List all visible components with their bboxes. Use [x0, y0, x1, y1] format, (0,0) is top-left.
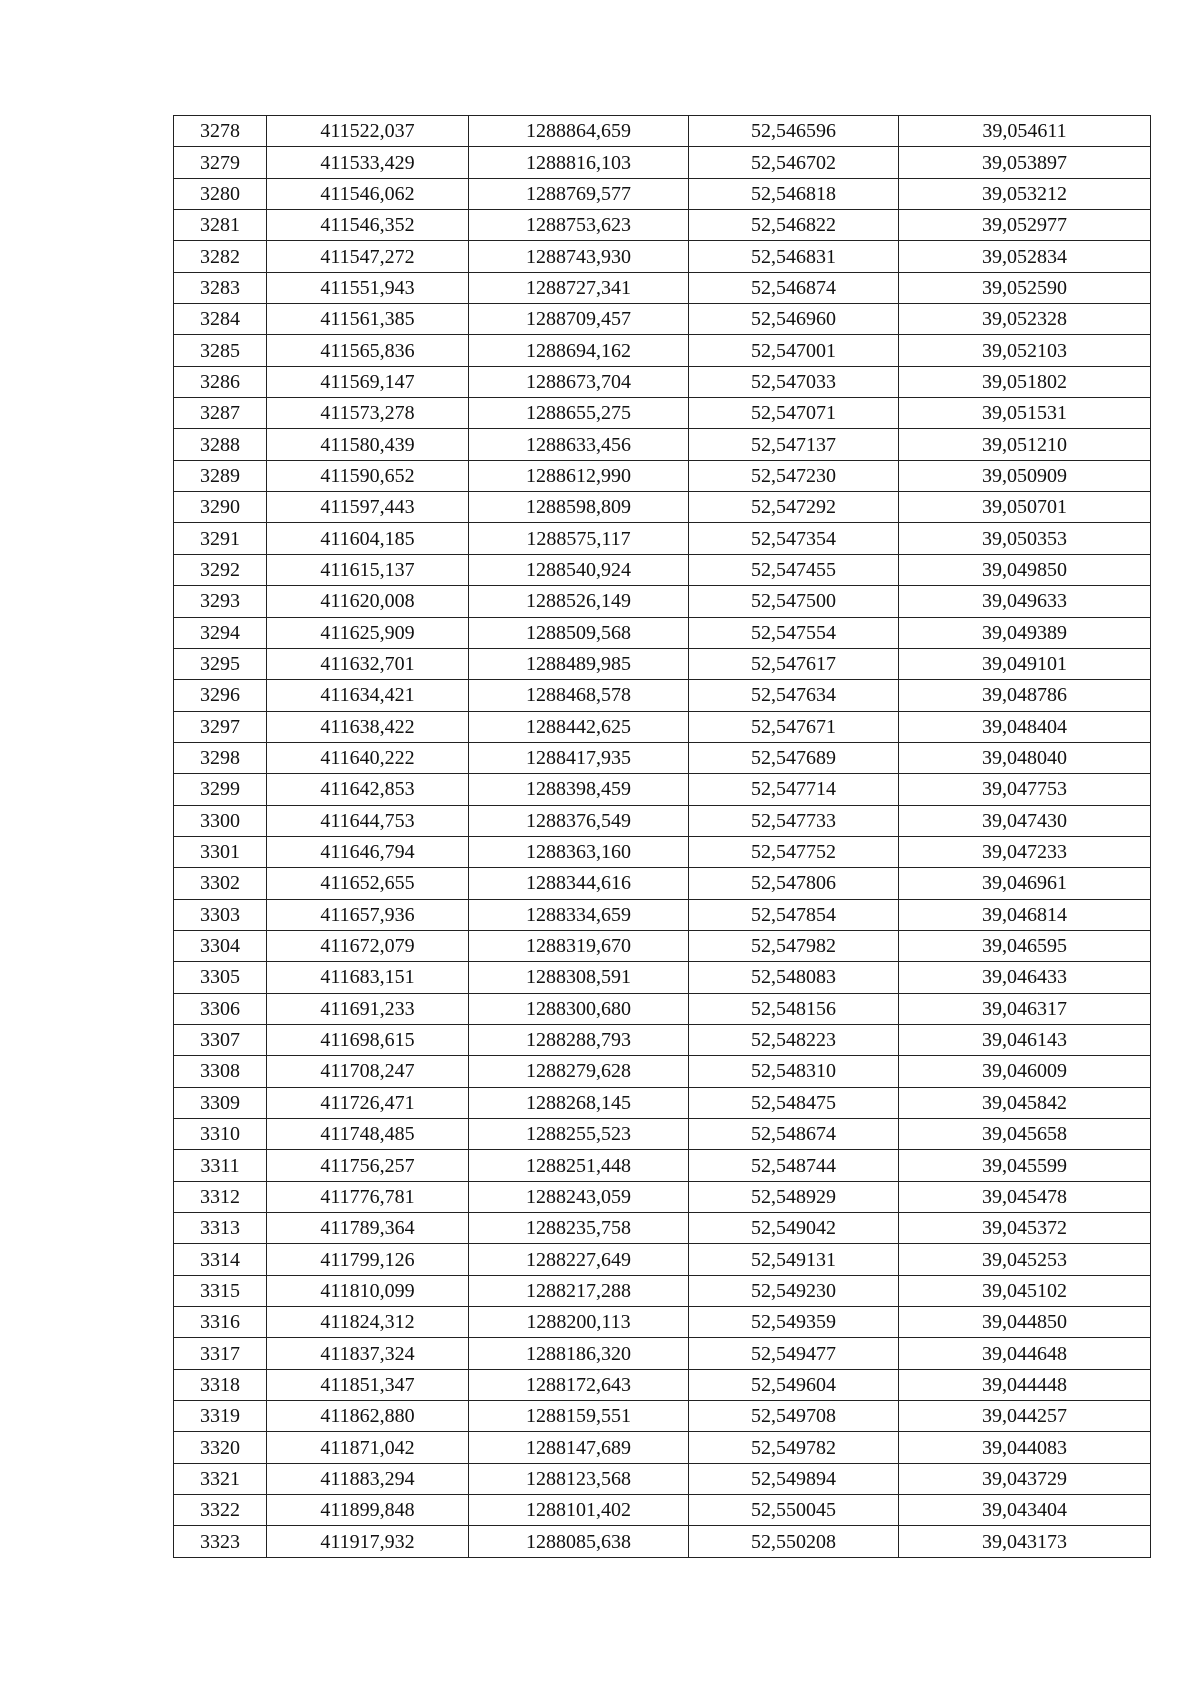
- x-coordinate-cell: 411590,652: [267, 460, 469, 491]
- x-coordinate-cell: 411810,099: [267, 1275, 469, 1306]
- y-coordinate-cell: 1288468,578: [469, 680, 689, 711]
- table-row: [174, 962, 1151, 993]
- x-coordinate-cell: 411691,233: [267, 993, 469, 1024]
- y-coordinate-cell: 1288319,670: [469, 930, 689, 961]
- latitude-cell: 52,547554: [689, 617, 899, 648]
- latitude-cell: 52,549359: [689, 1307, 899, 1338]
- longitude-cell: 39,048040: [899, 742, 1151, 773]
- y-coordinate-cell: 1288655,275: [469, 398, 689, 429]
- table-row: [174, 241, 1151, 272]
- table-row: [174, 304, 1151, 335]
- x-coordinate-cell: 411789,364: [267, 1213, 469, 1244]
- y-coordinate-cell: 1288743,930: [469, 241, 689, 272]
- point-number-cell: 3291: [174, 523, 267, 554]
- longitude-cell: 39,049633: [899, 586, 1151, 617]
- x-coordinate-cell: 411652,655: [267, 868, 469, 899]
- y-coordinate-cell: 1288753,623: [469, 210, 689, 241]
- longitude-cell: 39,045599: [899, 1150, 1151, 1181]
- latitude-cell: 52,547854: [689, 899, 899, 930]
- longitude-cell: 39,052834: [899, 241, 1151, 272]
- x-coordinate-cell: 411634,421: [267, 680, 469, 711]
- point-number-cell: 3315: [174, 1275, 267, 1306]
- longitude-cell: 39,045658: [899, 1119, 1151, 1150]
- latitude-cell: 52,547071: [689, 398, 899, 429]
- longitude-cell: 39,054611: [899, 116, 1151, 147]
- latitude-cell: 52,548475: [689, 1087, 899, 1118]
- longitude-cell: 39,050701: [899, 492, 1151, 523]
- point-number-cell: 3296: [174, 680, 267, 711]
- longitude-cell: 39,046961: [899, 868, 1151, 899]
- x-coordinate-cell: 411522,037: [267, 116, 469, 147]
- x-coordinate-cell: 411625,909: [267, 617, 469, 648]
- longitude-cell: 39,051802: [899, 366, 1151, 397]
- longitude-cell: 39,046433: [899, 962, 1151, 993]
- y-coordinate-cell: 1288694,162: [469, 335, 689, 366]
- point-number-cell: 3287: [174, 398, 267, 429]
- table-row: [174, 554, 1151, 585]
- x-coordinate-cell: 411776,781: [267, 1181, 469, 1212]
- y-coordinate-cell: 1288308,591: [469, 962, 689, 993]
- table-row: [174, 993, 1151, 1024]
- x-coordinate-cell: 411799,126: [267, 1244, 469, 1275]
- x-coordinate-cell: 411672,079: [267, 930, 469, 961]
- table-row: [174, 617, 1151, 648]
- latitude-cell: 52,547806: [689, 868, 899, 899]
- table-row: [174, 1119, 1151, 1150]
- latitude-cell: 52,547733: [689, 805, 899, 836]
- table-row: [174, 366, 1151, 397]
- longitude-cell: 39,050909: [899, 460, 1151, 491]
- y-coordinate-cell: 1288279,628: [469, 1056, 689, 1087]
- latitude-cell: 52,549782: [689, 1432, 899, 1463]
- y-coordinate-cell: 1288255,523: [469, 1119, 689, 1150]
- latitude-cell: 52,549477: [689, 1338, 899, 1369]
- y-coordinate-cell: 1288540,924: [469, 554, 689, 585]
- longitude-cell: 39,053897: [899, 147, 1151, 178]
- x-coordinate-cell: 411597,443: [267, 492, 469, 523]
- x-coordinate-cell: 411604,185: [267, 523, 469, 554]
- point-number-cell: 3292: [174, 554, 267, 585]
- x-coordinate-cell: 411638,422: [267, 711, 469, 742]
- longitude-cell: 39,048404: [899, 711, 1151, 742]
- x-coordinate-cell: 411708,247: [267, 1056, 469, 1087]
- longitude-cell: 39,043173: [899, 1526, 1151, 1557]
- table-row: [174, 210, 1151, 241]
- table-row: [174, 836, 1151, 867]
- x-coordinate-cell: 411547,272: [267, 241, 469, 272]
- y-coordinate-cell: 1288526,149: [469, 586, 689, 617]
- x-coordinate-cell: 411551,943: [267, 272, 469, 303]
- point-number-cell: 3304: [174, 930, 267, 961]
- longitude-cell: 39,052328: [899, 304, 1151, 335]
- table-row: [174, 1463, 1151, 1494]
- y-coordinate-cell: 1288123,568: [469, 1463, 689, 1494]
- longitude-cell: 39,046814: [899, 899, 1151, 930]
- longitude-cell: 39,043404: [899, 1495, 1151, 1526]
- table-row: [174, 460, 1151, 491]
- x-coordinate-cell: 411657,936: [267, 899, 469, 930]
- y-coordinate-cell: 1288509,568: [469, 617, 689, 648]
- point-number-cell: 3316: [174, 1307, 267, 1338]
- longitude-cell: 39,044257: [899, 1401, 1151, 1432]
- latitude-cell: 52,547455: [689, 554, 899, 585]
- longitude-cell: 39,053212: [899, 178, 1151, 209]
- latitude-cell: 52,547292: [689, 492, 899, 523]
- longitude-cell: 39,047430: [899, 805, 1151, 836]
- x-coordinate-cell: 411917,932: [267, 1526, 469, 1557]
- table-row: [174, 398, 1151, 429]
- x-coordinate-cell: 411573,278: [267, 398, 469, 429]
- point-number-cell: 3322: [174, 1495, 267, 1526]
- y-coordinate-cell: 1288816,103: [469, 147, 689, 178]
- table-row: [174, 930, 1151, 961]
- latitude-cell: 52,548929: [689, 1181, 899, 1212]
- longitude-cell: 39,049101: [899, 648, 1151, 679]
- longitude-cell: 39,050353: [899, 523, 1151, 554]
- point-number-cell: 3288: [174, 429, 267, 460]
- y-coordinate-cell: 1288489,985: [469, 648, 689, 679]
- point-number-cell: 3299: [174, 774, 267, 805]
- point-number-cell: 3290: [174, 492, 267, 523]
- point-number-cell: 3280: [174, 178, 267, 209]
- latitude-cell: 52,546596: [689, 116, 899, 147]
- x-coordinate-cell: 411726,471: [267, 1087, 469, 1118]
- y-coordinate-cell: 1288709,457: [469, 304, 689, 335]
- y-coordinate-cell: 1288147,689: [469, 1432, 689, 1463]
- table-row: [174, 680, 1151, 711]
- longitude-cell: 39,049850: [899, 554, 1151, 585]
- table-row: [174, 742, 1151, 773]
- longitude-cell: 39,046143: [899, 1024, 1151, 1055]
- table-row: [174, 1369, 1151, 1400]
- table-row: [174, 1338, 1151, 1369]
- point-number-cell: 3310: [174, 1119, 267, 1150]
- x-coordinate-cell: 411683,151: [267, 962, 469, 993]
- x-coordinate-cell: 411851,347: [267, 1369, 469, 1400]
- latitude-cell: 52,550208: [689, 1526, 899, 1557]
- x-coordinate-cell: 411642,853: [267, 774, 469, 805]
- table-row: [174, 774, 1151, 805]
- latitude-cell: 52,548083: [689, 962, 899, 993]
- point-number-cell: 3293: [174, 586, 267, 617]
- latitude-cell: 52,546822: [689, 210, 899, 241]
- y-coordinate-cell: 1288598,809: [469, 492, 689, 523]
- longitude-cell: 39,052103: [899, 335, 1151, 366]
- longitude-cell: 39,047233: [899, 836, 1151, 867]
- latitude-cell: 52,546831: [689, 241, 899, 272]
- latitude-cell: 52,547752: [689, 836, 899, 867]
- y-coordinate-cell: 1288251,448: [469, 1150, 689, 1181]
- x-coordinate-cell: 411748,485: [267, 1119, 469, 1150]
- point-number-cell: 3309: [174, 1087, 267, 1118]
- x-coordinate-cell: 411580,439: [267, 429, 469, 460]
- x-coordinate-cell: 411862,880: [267, 1401, 469, 1432]
- longitude-cell: 39,047753: [899, 774, 1151, 805]
- y-coordinate-cell: 1288334,659: [469, 899, 689, 930]
- point-number-cell: 3308: [174, 1056, 267, 1087]
- latitude-cell: 52,547001: [689, 335, 899, 366]
- point-number-cell: 3294: [174, 617, 267, 648]
- latitude-cell: 52,546874: [689, 272, 899, 303]
- x-coordinate-cell: 411756,257: [267, 1150, 469, 1181]
- x-coordinate-cell: 411632,701: [267, 648, 469, 679]
- table-row: [174, 1495, 1151, 1526]
- point-number-cell: 3303: [174, 899, 267, 930]
- point-number-cell: 3283: [174, 272, 267, 303]
- latitude-cell: 52,549230: [689, 1275, 899, 1306]
- y-coordinate-cell: 1288268,145: [469, 1087, 689, 1118]
- table-row: [174, 492, 1151, 523]
- longitude-cell: 39,044083: [899, 1432, 1151, 1463]
- longitude-cell: 39,045372: [899, 1213, 1151, 1244]
- latitude-cell: 52,547230: [689, 460, 899, 491]
- point-number-cell: 3323: [174, 1526, 267, 1557]
- point-number-cell: 3286: [174, 366, 267, 397]
- y-coordinate-cell: 1288159,551: [469, 1401, 689, 1432]
- coordinates-table-body: [174, 116, 1151, 1558]
- y-coordinate-cell: 1288217,288: [469, 1275, 689, 1306]
- y-coordinate-cell: 1288727,341: [469, 272, 689, 303]
- latitude-cell: 52,548674: [689, 1119, 899, 1150]
- point-number-cell: 3284: [174, 304, 267, 335]
- y-coordinate-cell: 1288300,680: [469, 993, 689, 1024]
- x-coordinate-cell: 411837,324: [267, 1338, 469, 1369]
- table-row: [174, 1056, 1151, 1087]
- longitude-cell: 39,044448: [899, 1369, 1151, 1400]
- y-coordinate-cell: 1288344,616: [469, 868, 689, 899]
- latitude-cell: 52,549042: [689, 1213, 899, 1244]
- latitude-cell: 52,548223: [689, 1024, 899, 1055]
- latitude-cell: 52,548156: [689, 993, 899, 1024]
- table-row: [174, 1244, 1151, 1275]
- latitude-cell: 52,546818: [689, 178, 899, 209]
- point-number-cell: 3295: [174, 648, 267, 679]
- latitude-cell: 52,547689: [689, 742, 899, 773]
- table-row: [174, 335, 1151, 366]
- latitude-cell: 52,549894: [689, 1463, 899, 1494]
- point-number-cell: 3302: [174, 868, 267, 899]
- latitude-cell: 52,547714: [689, 774, 899, 805]
- point-number-cell: 3298: [174, 742, 267, 773]
- point-number-cell: 3314: [174, 1244, 267, 1275]
- point-number-cell: 3311: [174, 1150, 267, 1181]
- table-row: [174, 178, 1151, 209]
- table-row: [174, 1401, 1151, 1432]
- point-number-cell: 3289: [174, 460, 267, 491]
- y-coordinate-cell: 1288575,117: [469, 523, 689, 554]
- table-row: [174, 1087, 1151, 1118]
- latitude-cell: 52,547033: [689, 366, 899, 397]
- table-row: [174, 1307, 1151, 1338]
- point-number-cell: 3278: [174, 116, 267, 147]
- point-number-cell: 3321: [174, 1463, 267, 1494]
- longitude-cell: 39,045842: [899, 1087, 1151, 1118]
- point-number-cell: 3285: [174, 335, 267, 366]
- table-row: [174, 147, 1151, 178]
- latitude-cell: 52,547634: [689, 680, 899, 711]
- table-row: [174, 429, 1151, 460]
- point-number-cell: 3306: [174, 993, 267, 1024]
- y-coordinate-cell: 1288227,649: [469, 1244, 689, 1275]
- longitude-cell: 39,045102: [899, 1275, 1151, 1306]
- longitude-cell: 39,045478: [899, 1181, 1151, 1212]
- y-coordinate-cell: 1288864,659: [469, 116, 689, 147]
- table-row: [174, 868, 1151, 899]
- point-number-cell: 3307: [174, 1024, 267, 1055]
- y-coordinate-cell: 1288673,704: [469, 366, 689, 397]
- y-coordinate-cell: 1288633,456: [469, 429, 689, 460]
- x-coordinate-cell: 411644,753: [267, 805, 469, 836]
- latitude-cell: 52,547500: [689, 586, 899, 617]
- point-number-cell: 3312: [174, 1181, 267, 1212]
- y-coordinate-cell: 1288200,113: [469, 1307, 689, 1338]
- x-coordinate-cell: 411698,615: [267, 1024, 469, 1055]
- table-row: [174, 1150, 1151, 1181]
- table-row: [174, 711, 1151, 742]
- longitude-cell: 39,049389: [899, 617, 1151, 648]
- y-coordinate-cell: 1288101,402: [469, 1495, 689, 1526]
- longitude-cell: 39,044850: [899, 1307, 1151, 1338]
- table-row: [174, 805, 1151, 836]
- latitude-cell: 52,548744: [689, 1150, 899, 1181]
- x-coordinate-cell: 411883,294: [267, 1463, 469, 1494]
- x-coordinate-cell: 411569,147: [267, 366, 469, 397]
- point-number-cell: 3319: [174, 1401, 267, 1432]
- table-row: [174, 1526, 1151, 1557]
- point-number-cell: 3305: [174, 962, 267, 993]
- x-coordinate-cell: 411546,352: [267, 210, 469, 241]
- latitude-cell: 52,547354: [689, 523, 899, 554]
- point-number-cell: 3279: [174, 147, 267, 178]
- longitude-cell: 39,046317: [899, 993, 1151, 1024]
- x-coordinate-cell: 411565,836: [267, 335, 469, 366]
- table-row: [174, 1432, 1151, 1463]
- latitude-cell: 52,548310: [689, 1056, 899, 1087]
- longitude-cell: 39,045253: [899, 1244, 1151, 1275]
- y-coordinate-cell: 1288186,320: [469, 1338, 689, 1369]
- longitude-cell: 39,044648: [899, 1338, 1151, 1369]
- table-row: [174, 116, 1151, 147]
- table-row: [174, 1024, 1151, 1055]
- latitude-cell: 52,550045: [689, 1495, 899, 1526]
- table-row: [174, 899, 1151, 930]
- longitude-cell: 39,043729: [899, 1463, 1151, 1494]
- point-number-cell: 3281: [174, 210, 267, 241]
- x-coordinate-cell: 411824,312: [267, 1307, 469, 1338]
- table-row: [174, 1275, 1151, 1306]
- latitude-cell: 52,549604: [689, 1369, 899, 1400]
- latitude-cell: 52,546960: [689, 304, 899, 335]
- point-number-cell: 3282: [174, 241, 267, 272]
- x-coordinate-cell: 411871,042: [267, 1432, 469, 1463]
- table-row: [174, 272, 1151, 303]
- y-coordinate-cell: 1288085,638: [469, 1526, 689, 1557]
- table-row: [174, 648, 1151, 679]
- point-number-cell: 3313: [174, 1213, 267, 1244]
- point-number-cell: 3317: [174, 1338, 267, 1369]
- table-row: [174, 1213, 1151, 1244]
- y-coordinate-cell: 1288417,935: [469, 742, 689, 773]
- latitude-cell: 52,547137: [689, 429, 899, 460]
- longitude-cell: 39,051531: [899, 398, 1151, 429]
- y-coordinate-cell: 1288363,160: [469, 836, 689, 867]
- longitude-cell: 39,046595: [899, 930, 1151, 961]
- longitude-cell: 39,052977: [899, 210, 1151, 241]
- x-coordinate-cell: 411620,008: [267, 586, 469, 617]
- longitude-cell: 39,052590: [899, 272, 1151, 303]
- latitude-cell: 52,546702: [689, 147, 899, 178]
- y-coordinate-cell: 1288612,990: [469, 460, 689, 491]
- latitude-cell: 52,549131: [689, 1244, 899, 1275]
- y-coordinate-cell: 1288398,459: [469, 774, 689, 805]
- latitude-cell: 52,547982: [689, 930, 899, 961]
- latitude-cell: 52,547671: [689, 711, 899, 742]
- y-coordinate-cell: 1288235,758: [469, 1213, 689, 1244]
- table-row: [174, 586, 1151, 617]
- x-coordinate-cell: 411646,794: [267, 836, 469, 867]
- y-coordinate-cell: 1288442,625: [469, 711, 689, 742]
- x-coordinate-cell: 411561,385: [267, 304, 469, 335]
- x-coordinate-cell: 411640,222: [267, 742, 469, 773]
- y-coordinate-cell: 1288769,577: [469, 178, 689, 209]
- coordinates-table: [173, 115, 1151, 1558]
- y-coordinate-cell: 1288288,793: [469, 1024, 689, 1055]
- point-number-cell: 3300: [174, 805, 267, 836]
- y-coordinate-cell: 1288243,059: [469, 1181, 689, 1212]
- latitude-cell: 52,549708: [689, 1401, 899, 1432]
- latitude-cell: 52,547617: [689, 648, 899, 679]
- point-number-cell: 3320: [174, 1432, 267, 1463]
- longitude-cell: 39,048786: [899, 680, 1151, 711]
- x-coordinate-cell: 411899,848: [267, 1495, 469, 1526]
- y-coordinate-cell: 1288376,549: [469, 805, 689, 836]
- x-coordinate-cell: 411533,429: [267, 147, 469, 178]
- x-coordinate-cell: 411615,137: [267, 554, 469, 585]
- table-row: [174, 523, 1151, 554]
- longitude-cell: 39,051210: [899, 429, 1151, 460]
- point-number-cell: 3297: [174, 711, 267, 742]
- point-number-cell: 3318: [174, 1369, 267, 1400]
- y-coordinate-cell: 1288172,643: [469, 1369, 689, 1400]
- point-number-cell: 3301: [174, 836, 267, 867]
- x-coordinate-cell: 411546,062: [267, 178, 469, 209]
- table-row: [174, 1181, 1151, 1212]
- longitude-cell: 39,046009: [899, 1056, 1151, 1087]
